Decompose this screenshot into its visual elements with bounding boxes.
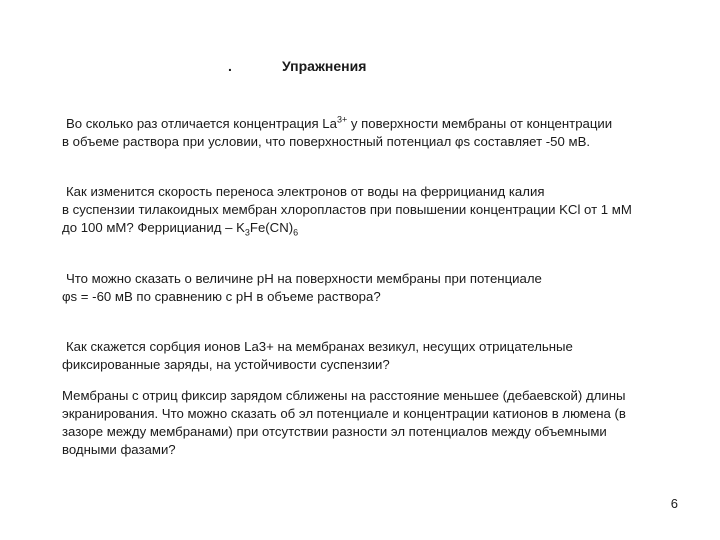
question-5-line-4: водными фазами? <box>62 442 176 457</box>
question-3-line-1: Что можно сказать о величине рН на поверхности мембраны при потенциале <box>66 271 542 286</box>
question-2-line-2: в суспензии тилакоидных мембран хлоропластов при повышении концентрации KCl от 1 мМ <box>62 202 632 217</box>
question-4-line-2: фиксированные заряды, на устойчивости суспензии? <box>62 357 390 372</box>
question-1-text-a: Во сколько раз отличается концентрация La <box>66 116 337 131</box>
question-5-line-1: Мембраны с отриц фиксир зарядом сближены на расстояние меньшее (дебаевской) длины <box>62 388 626 403</box>
question-5-line-3: зазоре между мембранами) при отсутствии разности эл потенциалов между объемными <box>62 424 607 439</box>
question-5 <box>62 387 682 459</box>
question-1-line-2: в объеме раствора при условии, что поверхностный потенциал φs составляет -50 мВ. <box>62 134 591 149</box>
ion-charge-superscript: 3+ <box>336 114 348 125</box>
title-bullet: . <box>228 58 232 74</box>
question-4 <box>62 338 682 374</box>
formula-subscript-2: 6 <box>293 227 299 238</box>
question-5-line-2: экранирования. Что можно сказать об эл потенциале и концентрации катионов в люмена (в <box>62 406 626 421</box>
question-2-line-3 <box>62 219 682 237</box>
question-2-text-b: Fe(CN) <box>249 220 294 235</box>
question-2-line-1: Как изменится скорость переноса электронов от воды на феррицианид калия <box>66 184 545 199</box>
question-2 <box>62 183 682 237</box>
question-4-line-1: Как скажется сорбция ионов La3+ на мембранах везикул, несущих отрицательные <box>66 339 573 354</box>
question-3 <box>62 270 682 306</box>
question-2-text-a: до 100 мМ? Феррицианид – K <box>62 220 245 235</box>
question-1 <box>62 115 682 151</box>
slide-title: Упражнения <box>282 58 367 74</box>
question-3-line-2: φs = -60 мВ по сравнению с рН в объеме раствора? <box>62 289 381 304</box>
question-1-line-1 <box>62 115 682 133</box>
page-number: 6 <box>670 496 678 511</box>
formula-subscript-1: 3 <box>244 227 250 238</box>
question-1-text-b: у поверхности мембраны от концентрации <box>347 116 613 131</box>
